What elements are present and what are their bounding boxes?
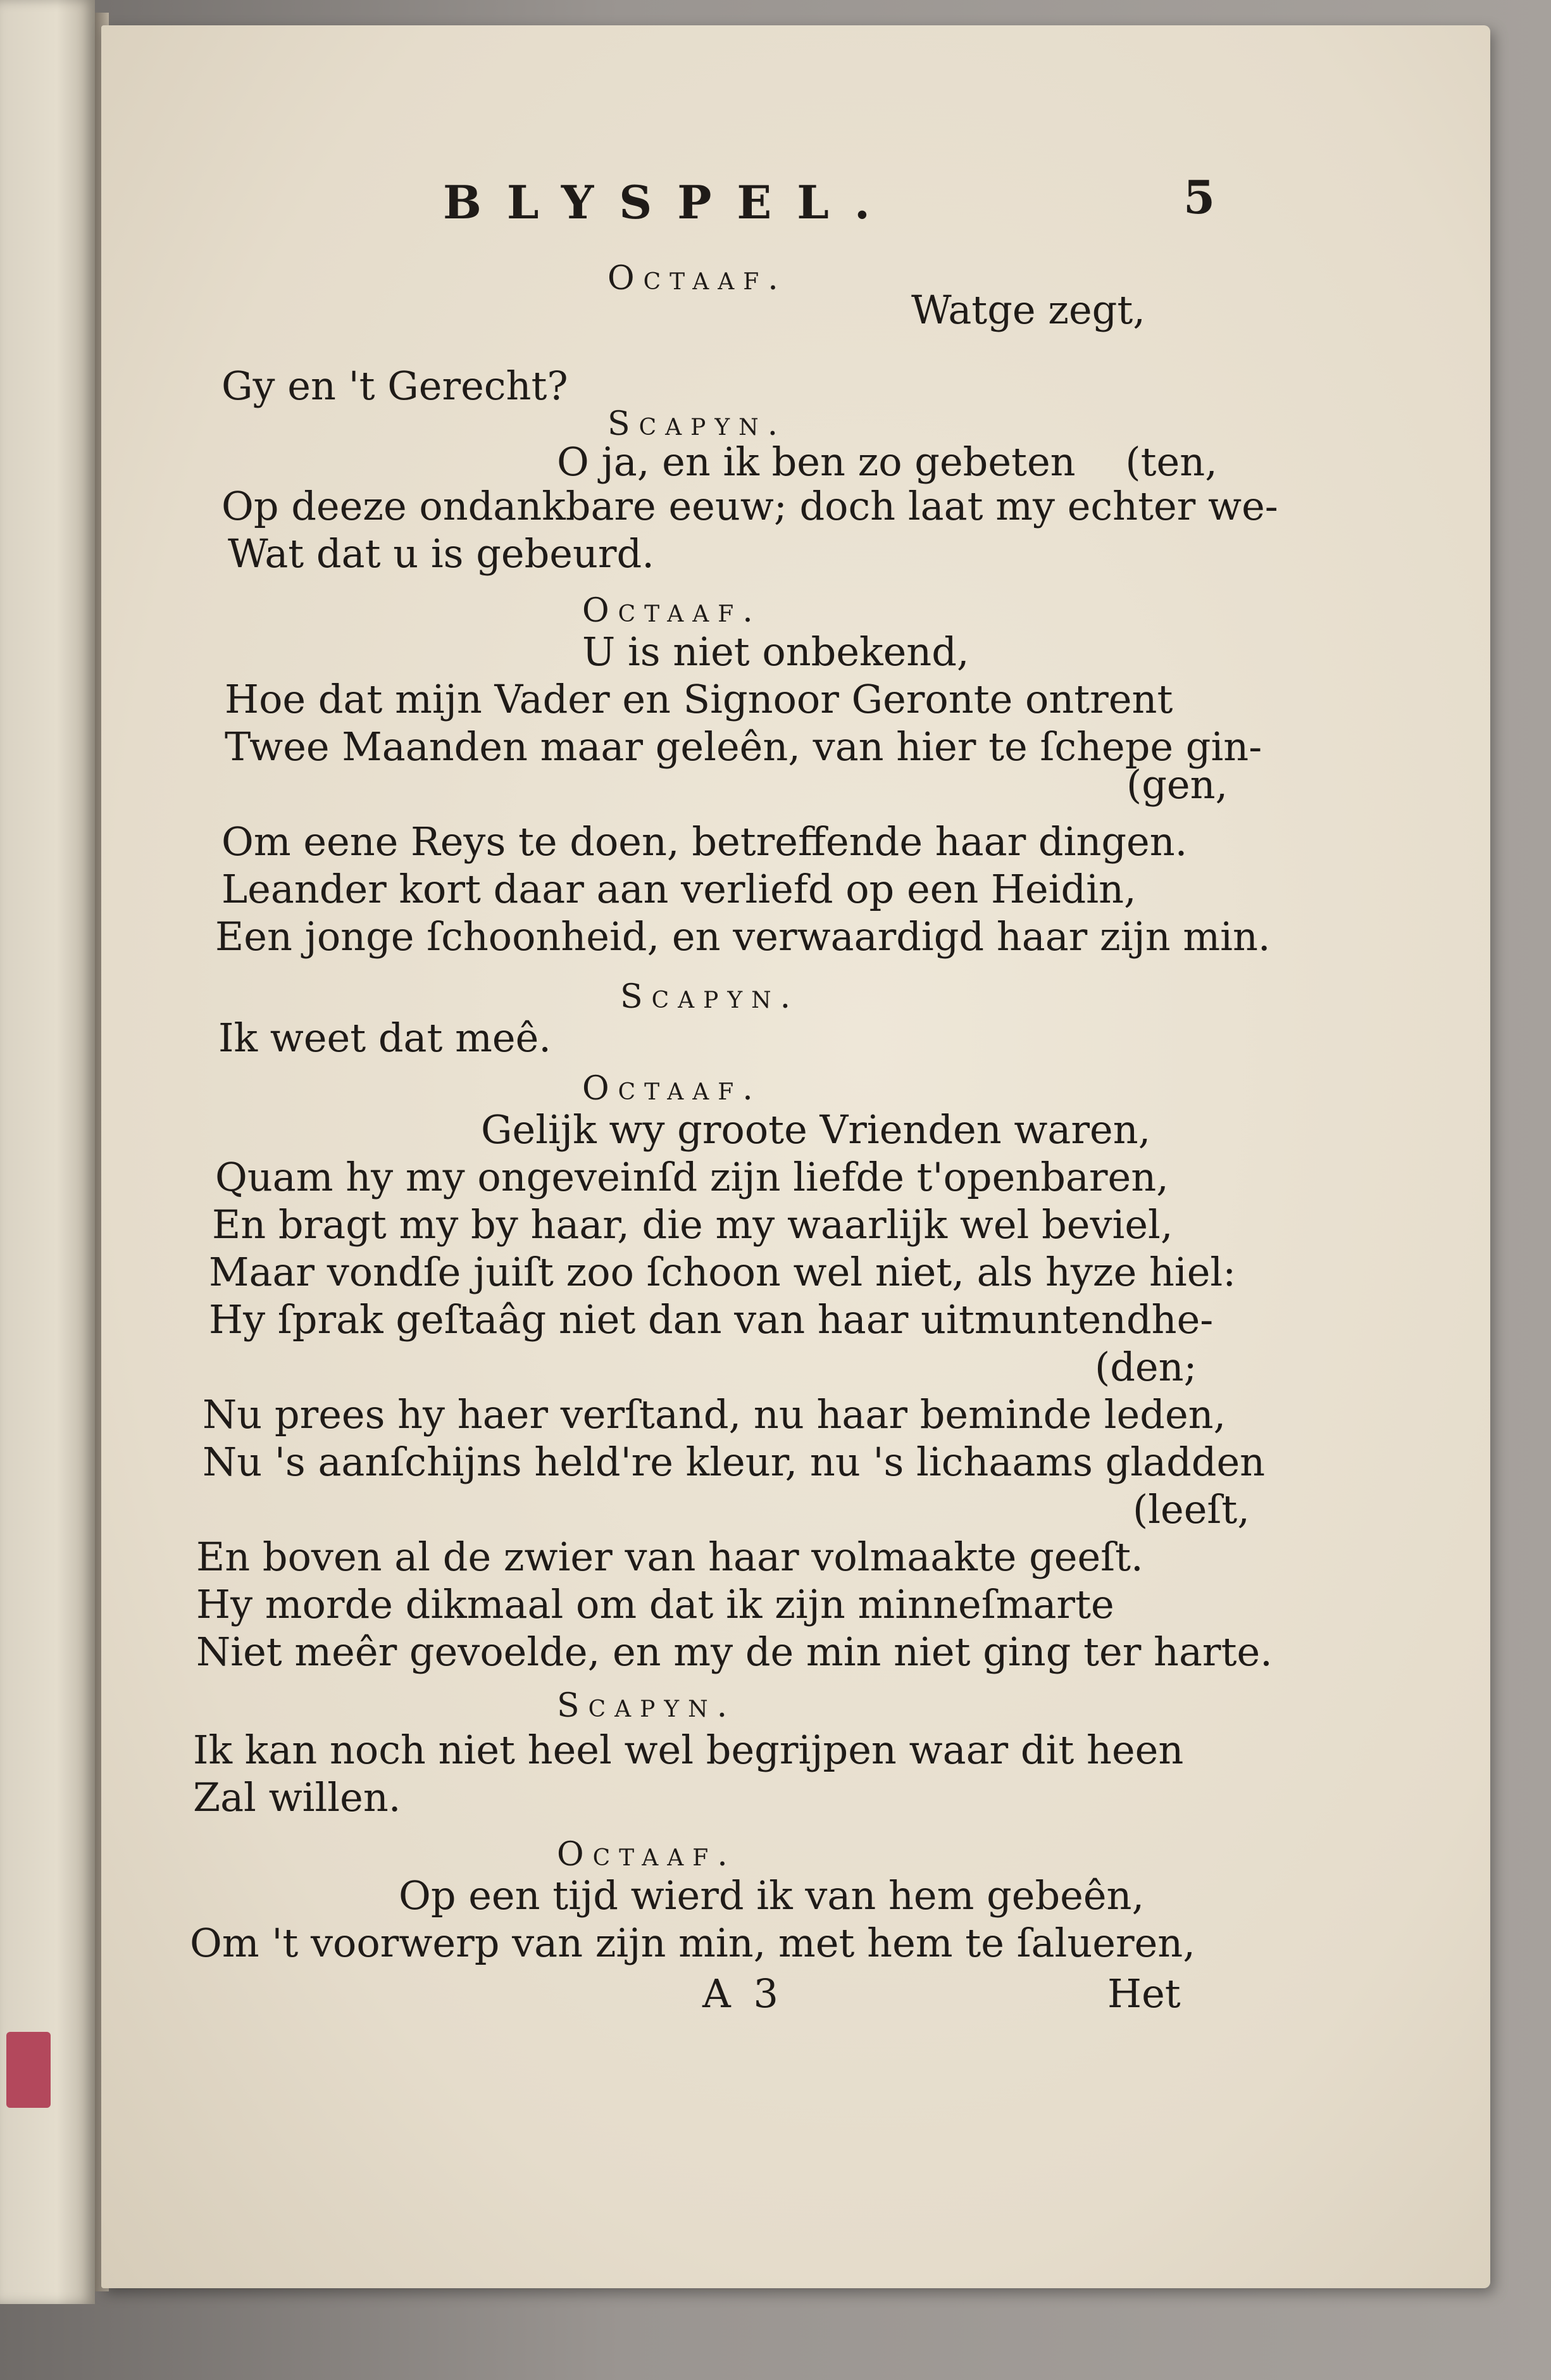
verse-line: En bragt my by haar, die my waarlijk wel beviel,: [212, 1201, 1173, 1248]
verse-line: Twee Maanden maar geleên, van hier te ſchepe gin-: [225, 723, 1262, 770]
verse-line: Nu prees hy haer verſtand, nu haar beminde leden,: [202, 1391, 1226, 1437]
signature-mark: A 3: [702, 1970, 783, 2017]
verse-line: Op een tijd wierd ik van hem gebeên,: [399, 1872, 1145, 1919]
verse-line: Nu 's aanſchijns held're kleur, nu 's lichaams gladden: [202, 1439, 1266, 1485]
verse-line: U is niet onbekend,: [582, 629, 969, 675]
verse-line: Leander kort daar aan verliefd op een Heidin,: [221, 866, 1137, 912]
binding-ribbon: [6, 2032, 51, 2108]
verse-line: Gelijk wy groote Vrienden waren,: [481, 1106, 1151, 1153]
verse-line: Op deeze ondankbare eeuw; doch laat my echter we-: [221, 483, 1278, 529]
catchword: Het: [1107, 1970, 1181, 2017]
book-page: [101, 25, 1490, 2288]
verse-line: Zal willen.: [193, 1774, 401, 1820]
verse-line: Quam hy my ongeveinſd zijn liefde t'openbaren,: [215, 1154, 1169, 1200]
speaker-heading: Octaaf.: [557, 1836, 737, 1874]
verse-line: (leeſt,: [1133, 1486, 1250, 1532]
verse-line: Hoe dat mijn Vader en Signoor Geronte ontrent: [225, 676, 1173, 722]
verse-line: Maar vondſe juiſt zoo ſchoon wel niet, als hyze hiel:: [209, 1249, 1236, 1295]
verse-line: (gen,: [1126, 761, 1228, 808]
verse-line: Niet meêr gevoelde, en my de min niet ging ter harte.: [196, 1629, 1273, 1675]
speaker-heading: Scapyn.: [607, 405, 787, 443]
verse-line: Ik kan noch niet heel wel begrijpen waar dit heen: [193, 1727, 1184, 1773]
verse-line: Wat dat u is gebeurd.: [228, 530, 654, 577]
facing-page-edge: [0, 0, 95, 2304]
page-text: [101, 25, 1490, 2288]
verse-line: O ja, en ik ben zo gebeten (ten,: [557, 439, 1218, 485]
running-title: BLYSPEL.: [443, 175, 895, 229]
verse-line: Hy ſprak geſtaâg niet dan van haar uitmuntendhe-: [209, 1296, 1214, 1343]
verse-line: (den;: [1095, 1344, 1197, 1390]
verse-line: En boven al de zwier van haar volmaakte geeſt.: [196, 1534, 1143, 1580]
verse-line: Hy morde dikmaal om dat ik zijn minneſmarte: [196, 1581, 1114, 1627]
page-number: 5: [1183, 170, 1216, 224]
verse-line: Watge zegt,: [911, 287, 1145, 333]
verse-line: Om 't voorwerp van zijn min, met hem te ſalueren,: [190, 1920, 1195, 1966]
speaker-heading: Scapyn.: [620, 978, 800, 1016]
speaker-heading: Octaaf.: [582, 1070, 762, 1108]
speaker-heading: Octaaf.: [607, 260, 787, 298]
verse-line: Gy en 't Gerecht?: [221, 363, 568, 409]
speaker-heading: Octaaf.: [582, 592, 762, 630]
verse-line: Een jonge ſchoonheid, en verwaardigd haar zijn min.: [215, 913, 1271, 960]
verse-line: Ik weet dat meê.: [218, 1015, 552, 1061]
verse-line: Om eene Reys te doen, betreffende haar dingen.: [221, 818, 1188, 865]
speaker-heading: Scapyn.: [557, 1687, 737, 1725]
